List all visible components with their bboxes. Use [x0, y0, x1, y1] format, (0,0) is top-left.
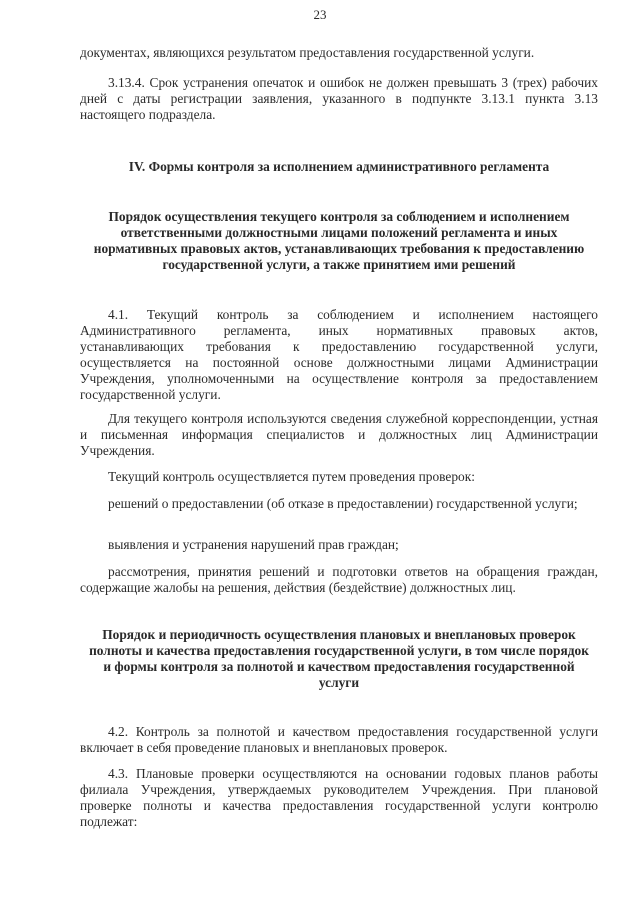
paragraph-control-sources: Для текущего контроля используются сведения служебной корреспонденции, устная и письменная информация специалистов и должностных лиц Администрации Учреждения. — [80, 411, 598, 458]
paragraph-control-method: Текущий контроль осуществляется путем проведения проверок: — [108, 469, 475, 484]
paragraph-4-1-line: устанавливающих требования к предоставлению государственной услуги, — [80, 339, 598, 354]
paragraph-4-1-line: Учреждения, уполномоченными на осуществление контроля за предоставлением — [80, 371, 598, 386]
paragraph-violations: выявления и устранения нарушений прав граждан; — [108, 537, 399, 552]
page-number: 23 — [313, 7, 327, 22]
subsection-heading-current-control: Порядок осуществления текущего контроля за соблюдением и исполнением ответственными должностными лицами положений регламента и иных нормативных правовых актов, устанавливающих требования к предоставлению государственной услуги, а также принятием ими решений — [93, 209, 585, 272]
paragraph-4-1 — [80, 307, 598, 403]
paragraph-review: рассмотрения, принятия решений и подготовки ответов на обращения граждан, содержащие жалобы на решения, действия (бездействие) должностных лиц. — [80, 564, 598, 595]
paragraph-3-13-4: 3.13.4. Срок устранения опечаток и ошибок не должен превышать 3 (трех) рабочих дней с даты регистрации заявления, указанного в подпункте 3.13.1 пункта 3.13 настоящего подраздела. — [80, 75, 598, 122]
subsection-heading-inspections: Порядок и периодичность осуществления плановых и внеплановых проверок полноты и качества предоставления государственной услуги, в том числе порядок и формы контроля за полнотой и качеством предоставления государственной услуги — [89, 627, 589, 690]
paragraph-continuation: документах, являющихся результатом предоставления государственной услуги. — [80, 45, 535, 60]
paragraph-4-2: 4.2. Контроль за полнотой и качеством предоставления государственной услуги включает в себя проведение плановых и внеплановых проверок. — [80, 724, 598, 755]
paragraph-4-1-line: Административного регламента, иных нормативных правовых актов, — [80, 323, 598, 338]
paragraph-4-1-line: государственной услуги. — [80, 387, 221, 402]
paragraph-4-1-line: осуществляется на постоянной основе должностными лицами Администрации — [80, 355, 598, 370]
paragraph-4-1-line: 4.1. Текущий контроль за соблюдением и исполнением настоящего — [108, 307, 598, 322]
paragraph-4-3: 4.3. Плановые проверки осуществляются на основании годовых планов работы филиала Учреждения, утверждаемых руководителем Учреждения. При плановой проверке полноты и качества предоставления государственной услуги контролю подлежат: — [80, 766, 598, 829]
paragraph-decisions: решений о предоставлении (об отказе в предоставлении) государственной услуги; — [108, 496, 578, 511]
section-title: IV. Формы контроля за исполнением административного регламента — [128, 159, 550, 174]
